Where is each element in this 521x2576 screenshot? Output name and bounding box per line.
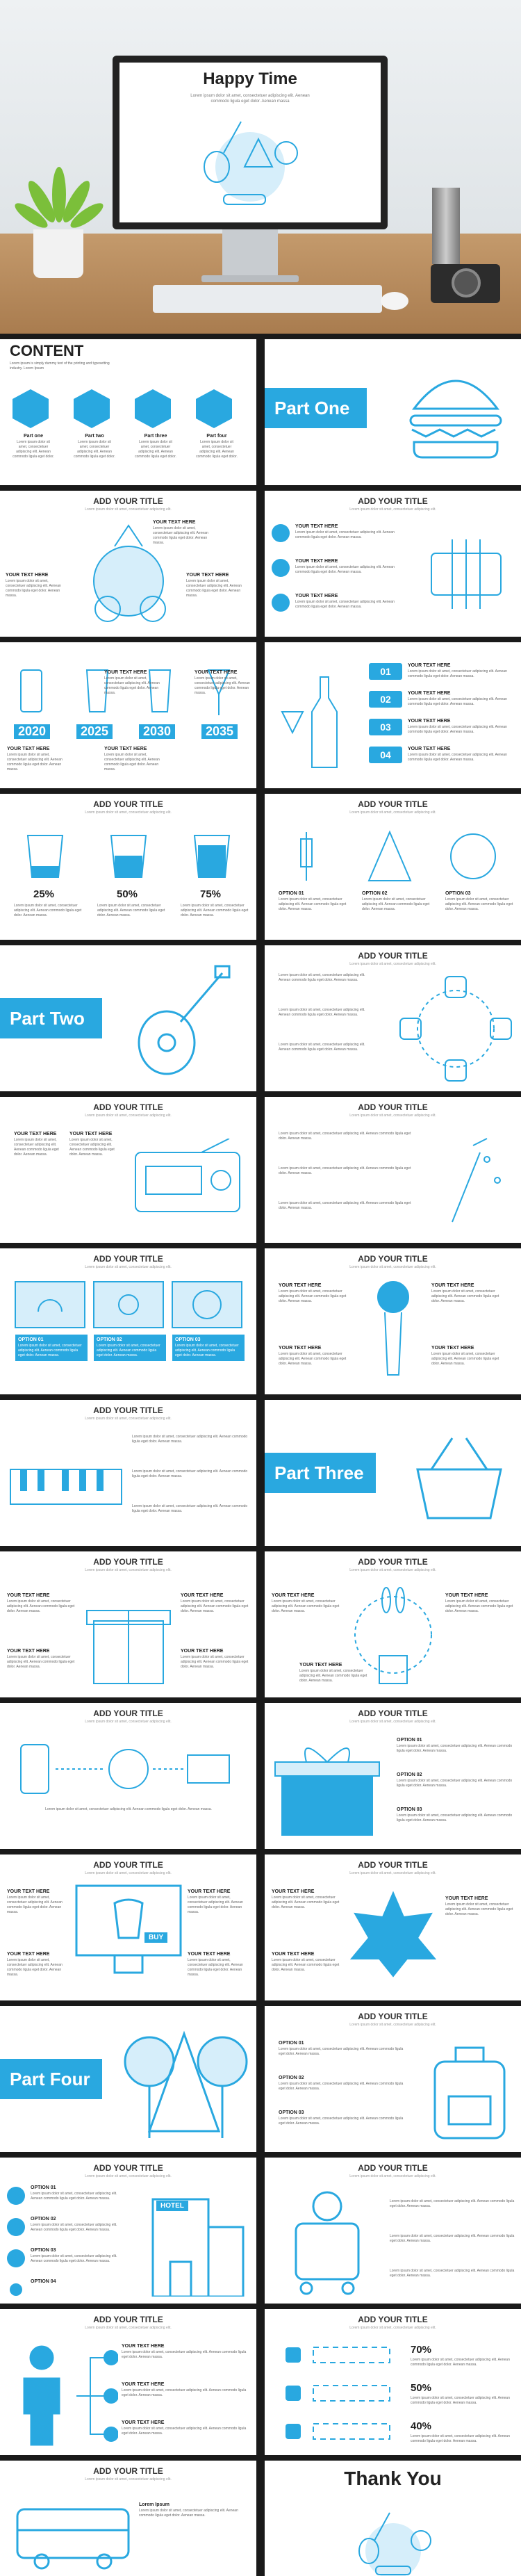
connector-lines	[76, 2344, 118, 2448]
text-block: YOUR TEXT HERE Lorem ipsum dolor sit amet, consectetuer adipiscing elit. Aenean commodo ligula eget dolor. Aenean massa.	[104, 670, 160, 695]
slide-3-right	[265, 642, 521, 788]
option-02: OPTION 02 Lorem ipsum dolor sit amet, consectetuer adipiscing elit. Aenean commodo ligula eget dolor. Aenean massa.	[31, 2217, 117, 2232]
slide-14-left	[0, 2309, 256, 2455]
option-03: OPTION 03 Lorem ipsum dolor sit amet, consectetuer adipiscing elit. Aenean commodo ligula eget dolor. Aenean massa.	[172, 1335, 245, 1361]
backpack-icon	[424, 2034, 515, 2145]
slide-title: ADD YOUR TITLE	[358, 1102, 428, 1112]
thank-you-title: Thank You	[344, 2468, 442, 2489]
slide-subtitle: Lorem ipsum dolor sit amet, consectetuer adipiscing elit.	[85, 2326, 172, 2330]
party-items-icon	[334, 2502, 452, 2576]
gift-box-icon	[272, 1734, 383, 1839]
year-2020: 2020	[14, 724, 50, 739]
text-block: YOUR TEXT HERE Lorem ipsum dolor sit amet, consectetuer adipiscing elit. Aenean commodo ligula eget dolor. Aenean massa.	[122, 2344, 247, 2359]
text-block: YOUR TEXT HERE Lorem ipsum dolor sit amet, consectetuer adipiscing elit. Aenean commodo ligula eget dolor. Aenean massa.	[188, 1952, 243, 1977]
people-pictograms	[279, 2344, 397, 2448]
number-04: 04	[369, 747, 402, 763]
option-02: OPTION 02 Lorem ipsum dolor sit amet, consectetuer adipiscing elit. Aenean commodo ligula eget dolor. Aenean massa.	[94, 1335, 166, 1361]
percent-50: 50%	[117, 888, 138, 900]
year-2035: 2035	[201, 724, 238, 739]
slide-subtitle: Lorem ipsum dolor sit amet, consectetuer adipiscing elit.	[85, 810, 172, 815]
option-02: OPTION 02 Lorem ipsum dolor sit amet, consectetuer adipiscing elit. Aenean commodo ligula eget dolor. Aenean massa.	[397, 1772, 513, 1788]
text-block: YOUR TEXT HERE Lorem ipsum dolor sit amet, consectetuer adipiscing elit. Aenean commodo ligula eget dolor. Aenean massa.	[153, 520, 208, 545]
slide-subtitle: Lorem ipsum dolor sit amet, consectetuer adipiscing elit.	[85, 1568, 172, 1572]
percent-75: 75%	[200, 888, 222, 900]
mouse	[381, 292, 408, 310]
option-02: OPTION 02 Lorem ipsum dolor sit amet, consectetuer adipiscing elit. Aenean commodo ligula eget dolor. Aenean massa.	[362, 891, 430, 911]
icon-circles	[270, 523, 291, 620]
slide-title: ADD YOUR TITLE	[93, 1557, 163, 1567]
slide-subtitle: Lorem ipsum dolor sit amet, consectetuer adipiscing elit.	[349, 1114, 436, 1118]
text-block: Lorem Ipsum Lorem ipsum dolor sit amet, consectetuer adipiscing elit. Aenean commodo ligula eget dolor. Aenean massa.	[139, 2502, 238, 2518]
text-block: YOUR TEXT HERE Lorem ipsum dolor sit amet, consectetuer adipiscing elit. Aenean commodo ligula eget dolor. Aenean massa.	[181, 1649, 249, 1669]
text-block: Lorem ipsum dolor sit amet, consectetuer adipiscing elit. Aenean commodo ligula eget dolor. Aenean massa.	[390, 2269, 515, 2278]
badge-icon	[341, 1889, 445, 1980]
monitor-base	[201, 275, 299, 282]
text-block: YOUR TEXT HERE Lorem ipsum dolor sit amet, consectetuer adipiscing elit. Aenean commodo ligula eget dolor. Aenean massa.	[431, 1283, 499, 1303]
option-01: OPTION 01 Lorem ipsum dolor sit amet, consectetuer adipiscing elit. Aenean commodo ligula eget dolor. Aenean massa.	[279, 2041, 404, 2056]
grill-icon	[424, 532, 508, 616]
slide-10-right	[265, 1703, 521, 1849]
burger-icon	[404, 360, 508, 464]
slide-part-two	[0, 945, 256, 1091]
slide-9-left	[0, 1551, 256, 1697]
slide-6-right	[265, 1097, 521, 1243]
text-block: Lorem ipsum dolor sit amet, consectetuer adipiscing elit. Aenean commodo ligula eget dolor. Aenean massa.	[132, 1469, 248, 1478]
monitor-stand	[222, 229, 278, 278]
text-block: YOUR TEXT HERE Lorem ipsum dolor sit amet, consectetuer adipiscing elit. Aenean commodo ligula eget dolor. Aenean massa.	[7, 1593, 75, 1613]
cart-icon	[279, 2185, 376, 2297]
part-four-item[interactable]: Part four Lorem ipsum dolor sit amet, consectetuer adipiscing elit. Aenean commodo ligula eget dolor.	[196, 434, 238, 459]
slide-title: ADD YOUR TITLE	[93, 1254, 163, 1264]
text-block: YOUR TEXT HERE Lorem ipsum dolor sit amet, consectetuer adipiscing elit. Aenean commodo ligula eget dolor. Aenean massa.	[272, 1889, 340, 1909]
tin	[432, 188, 460, 264]
bottle-icon	[272, 670, 362, 774]
trees-icon	[118, 2020, 250, 2145]
text-block: YOUR TEXT HERE Lorem ipsum dolor sit amet, consectetuer adipiscing elit. Aenean commodo ligula eget dolor. Aenean massa.	[299, 1663, 367, 1683]
slide-11-left	[0, 1854, 256, 2000]
option-02: OPTION 02 Lorem ipsum dolor sit amet, consectetuer adipiscing elit. Aenean commodo ligula eget dolor. Aenean massa.	[279, 2076, 404, 2091]
slide-subtitle: Lorem ipsum dolor sit amet, consectetuer adipiscing elit.	[85, 1114, 172, 1118]
slide-subtitle: Lorem ipsum dolor sit amet, consectetuer adipiscing elit.	[349, 2023, 436, 2027]
text-block: Lorem ipsum dolor sit amet, consectetuer adipiscing elit. Aenean commodo ligula eget dolor. Aenean massa.	[411, 2434, 510, 2443]
text-block: YOUR TEXT HERE Lorem ipsum dolor sit amet, consectetuer adipiscing elit. Aenean commodo ligula eget dolor. Aenean massa.	[445, 1896, 513, 1916]
option-03: OPTION 03 Lorem ipsum dolor sit amet, consectetuer adipiscing elit. Aenean commodo ligula eget dolor. Aenean massa.	[397, 1807, 513, 1823]
text-block: YOUR TEXT HERE Lorem ipsum dolor sit amet, consectetuer adipiscing elit. Aenean commodo ligula eget dolor. Aenean massa.	[431, 1346, 499, 1366]
slide-subtitle: Lorem ipsum dolor sit amet, consectetuer adipiscing elit.	[349, 810, 436, 815]
slide-part-four	[0, 2006, 256, 2152]
slide-subtitle: Lorem ipsum dolor sit amet, consectetuer adipiscing elit.	[349, 1265, 436, 1269]
camera-lens	[452, 268, 481, 297]
text-block: Lorem ipsum dolor sit amet, consectetuer adipiscing elit. Aenean commodo ligula eget dolor. Aenean massa.	[279, 1008, 365, 1017]
slide-title: ADD YOUR TITLE	[358, 1860, 428, 1870]
slide-subtitle: Lorem ipsum dolor sit amet, consectetuer adipiscing elit.	[85, 2174, 172, 2178]
slide-subtitle: Lorem ipsum dolor sit amet, consectetuer adipiscing elit.	[85, 2477, 172, 2481]
radio-icon	[132, 1139, 243, 1215]
text-block: Lorem ipsum dolor sit amet, consectetuer adipiscing elit. Aenean commodo ligula eget dolor. Aenean massa.	[411, 2396, 510, 2405]
text-block: YOUR TEXT HERE Lorem ipsum dolor sit amet, consectetuer adipiscing elit. Aenean commodo ligula eget dolor. Aenean massa.	[279, 1346, 347, 1366]
slide-subtitle: Lorem ipsum dolor sit amet, consectetuer adipiscing elit.	[85, 1720, 172, 1724]
slide-part-three	[265, 1400, 521, 1546]
slide-2-right	[265, 491, 521, 637]
text-block: Lorem ipsum dolor sit amet, consectetuer adipiscing elit. Aenean commodo ligula eget dolor. Aenean massa.	[45, 1807, 212, 1811]
text-block: YOUR TEXT HERE Lorem ipsum dolor sit amet, consectetuer adipiscing elit. Aenean commodo ligula eget dolor. Aenean massa.	[295, 594, 395, 609]
text-block: Lorem ipsum dolor sit amet, consectetuer adipiscing elit. Aenean commodo ligula eget dolor. Aenean massa.	[279, 1043, 365, 1052]
text-block: YOUR TEXT HERE Lorem ipsum dolor sit amet, consectetuer adipiscing elit. Aenean commodo ligula eget dolor. Aenean massa.	[295, 524, 395, 539]
slide-title: ADD YOUR TITLE	[358, 1254, 428, 1264]
glass-icons	[21, 829, 236, 884]
percent-40: 40%	[411, 2420, 432, 2432]
microphone-icon	[365, 1276, 421, 1387]
part-three-item[interactable]: Part three Lorem ipsum dolor sit amet, consectetuer adipiscing elit. Aenean commodo ligula eget dolor.	[135, 434, 176, 459]
slide-title: ADD YOUR TITLE	[358, 799, 428, 809]
text-block: Lorem ipsum dolor sit amet, consectetuer adipiscing elit. Aenean commodo ligula eget dolor. Aenean massa.	[97, 904, 165, 918]
text-block: YOUR TEXT HERE Lorem ipsum dolor sit amet, consectetuer adipiscing elit. Aenean commodo ligula eget dolor. Aenean massa.	[188, 1889, 243, 1914]
part-two-item[interactable]: Part two Lorem ipsum dolor sit amet, consectetuer adipiscing elit. Aenean commodo ligula eget dolor.	[74, 434, 115, 459]
slide-subtitle: Lorem ipsum dolor sit amet, consectetuer adipiscing elit.	[349, 1720, 436, 1724]
bus-icon	[14, 2502, 132, 2572]
text-block: YOUR TEXT HERE Lorem ipsum dolor sit amet, consectetuer adipiscing elit. Aenean commodo ligula eget dolor. Aenean massa.	[295, 559, 395, 574]
text-block: Lorem ipsum dolor sit amet, consectetuer adipiscing elit. Aenean commodo ligula eget dolor. Aenean massa.	[411, 2358, 510, 2367]
text-block: YOUR TEXT HERE Lorem ipsum dolor sit amet, consectetuer adipiscing elit. Aenean commodo ligula eget dolor. Aenean massa.	[14, 1132, 59, 1157]
slide-12-right	[265, 2006, 521, 2152]
text-block: YOUR TEXT HERE Lorem ipsum dolor sit amet, consectetuer adipiscing elit. Aenean commodo ligula eget dolor. Aenean massa.	[7, 747, 63, 772]
text-block: Lorem ipsum dolor sit amet, consectetuer adipiscing elit. Aenean commodo ligula eget dolor. Aenean massa.	[279, 1132, 411, 1141]
slide-title: ADD YOUR TITLE	[93, 2163, 163, 2173]
slide-title: ADD YOUR TITLE	[93, 1709, 163, 1718]
slide-title: ADD YOUR TITLE	[358, 2315, 428, 2324]
slide-title: ADD YOUR TITLE	[358, 2163, 428, 2173]
slide-subtitle: Lorem ipsum dolor sit amet, consectetuer adipiscing elit.	[85, 1417, 172, 1421]
slide-2-left	[0, 491, 256, 637]
hotel-sign: HOTEL	[156, 2201, 188, 2211]
year-2025: 2025	[76, 724, 113, 739]
slide-title: ADD YOUR TITLE	[358, 1709, 428, 1718]
slide-title: ADD YOUR TITLE	[93, 2315, 163, 2324]
part-two-band: Part Two	[0, 998, 102, 1038]
option-01: OPTION 01 Lorem ipsum dolor sit amet, consectetuer adipiscing elit. Aenean commodo ligula eget dolor. Aenean massa.	[31, 2185, 117, 2201]
gift-icon	[83, 1586, 174, 1690]
slide-subtitle: Lorem ipsum dolor sit amet, consectetuer adipiscing elit.	[349, 2326, 436, 2330]
text-block: YOUR TEXT HERE Lorem ipsum dolor sit amet, consectetuer adipiscing elit. Aenean commodo ligula eget dolor. Aenean massa.	[7, 1649, 75, 1669]
percent-70: 70%	[411, 2344, 432, 2356]
text-block: YOUR TEXT HERE Lorem ipsum dolor sit amet, consectetuer adipiscing elit. Aenean commodo ligula eget dolor. Aenean massa.	[186, 573, 242, 598]
slide-title: ADD YOUR TITLE	[93, 1405, 163, 1415]
percent-50b: 50%	[411, 2382, 432, 2394]
slide-11-right	[265, 1854, 521, 2000]
text-block: Lorem ipsum dolor sit amet, consectetuer adipiscing elit. Aenean commodo ligula eget dolor. Aenean massa.	[181, 904, 249, 918]
slide-14-right	[265, 2309, 521, 2455]
text-block: YOUR TEXT HERE Lorem ipsum dolor sit amet, consectetuer adipiscing elit. Aenean commodo ligula eget dolor. Aenean massa.	[181, 1593, 249, 1613]
slide-thank-you	[265, 2461, 521, 2576]
delivery-icons	[14, 1738, 243, 1800]
piano-icon	[7, 1449, 125, 1511]
slide-subtitle: Lorem ipsum dolor sit amet, consectetuer adipiscing elit.	[349, 2174, 436, 2178]
number-02: 02	[369, 691, 402, 708]
text-block: YOUR TEXT HERE Lorem ipsum dolor sit amet, consectetuer adipiscing elit. Aenean commodo ligula eget dolor. Aenean massa.	[408, 747, 507, 762]
slide-13-right	[265, 2158, 521, 2304]
slide-title: ADD YOUR TITLE	[358, 496, 428, 506]
icon-circles	[6, 2185, 26, 2297]
percent-25: 25%	[33, 888, 55, 900]
text-block: YOUR TEXT HERE Lorem ipsum dolor sit amet, consectetuer adipiscing elit. Aenean commodo ligula eget dolor. Aenean massa.	[104, 747, 160, 772]
music-device-icons	[397, 973, 515, 1084]
slide-9-right	[265, 1551, 521, 1697]
text-block: Lorem ipsum dolor sit amet, consectetuer adipiscing elit. Aenean commodo ligula eget dolor. Aenean massa.	[390, 2234, 515, 2243]
monitor-icon	[73, 1882, 184, 1980]
slide-title: ADD YOUR TITLE	[93, 1102, 163, 1112]
text-block: YOUR TEXT HERE Lorem ipsum dolor sit amet, consectetuer adipiscing elit. Aenean commodo ligula eget dolor. Aenean massa.	[272, 1952, 340, 1972]
part-one-band: Part One	[265, 388, 367, 428]
option-03: OPTION 03 Lorem ipsum dolor sit amet, consectetuer adipiscing elit. Aenean commodo ligula eget dolor. Aenean massa.	[445, 891, 513, 911]
text-block: YOUR TEXT HERE Lorem ipsum dolor sit amet, consectetuer adipiscing elit. Aenean commodo ligula eget dolor. Aenean massa.	[69, 1132, 115, 1157]
slide-subtitle: Lorem ipsum dolor sit amet, consectetuer adipiscing elit.	[349, 1871, 436, 1875]
slide-subtitle: Lorem ipsum dolor sit amet, consectetuer adipiscing elit.	[349, 962, 436, 966]
year-2030: 2030	[139, 724, 175, 739]
option-03: OPTION 03 Lorem ipsum dolor sit amet, consectetuer adipiscing elit. Aenean commodo ligula eget dolor. Aenean massa.	[279, 2110, 404, 2126]
slide-content	[0, 339, 256, 485]
food-icons	[286, 829, 501, 884]
number-01: 01	[369, 663, 402, 680]
text-block: YOUR TEXT HERE Lorem ipsum dolor sit amet, consectetuer adipiscing elit. Aenean commodo ligula eget dolor. Aenean massa.	[7, 1889, 63, 1914]
keyboard	[153, 285, 382, 313]
option-01: OPTION 01 Lorem ipsum dolor sit amet, consectetuer adipiscing elit. Aenean commodo ligula eget dolor. Aenean massa.	[397, 1738, 513, 1753]
part-three-band: Part Three	[265, 1453, 376, 1493]
text-block: YOUR TEXT HERE Lorem ipsum dolor sit amet, consectetuer adipiscing elit. Aenean commodo ligula eget dolor. Aenean massa.	[122, 2382, 247, 2397]
slide-5-right	[265, 945, 521, 1091]
audio-icons	[14, 1280, 243, 1329]
slide-7-left	[0, 1248, 256, 1394]
hexagon-icons	[10, 388, 246, 430]
text-block: YOUR TEXT HERE Lorem ipsum dolor sit amet, consectetuer adipiscing elit. Aenean commodo ligula eget dolor. Aenean massa.	[279, 1283, 347, 1303]
text-block: Lorem ipsum dolor sit amet, consectetuer adipiscing elit. Aenean commodo ligula eget dolor. Aenean massa.	[279, 973, 365, 982]
hero-subtitle: Lorem ipsum dolor sit amet, consectetuer adipiscing elit. Aenean commodo ligula eget dolor. Aenean massa	[190, 94, 310, 104]
text-block: YOUR TEXT HERE Lorem ipsum dolor sit amet, consectetuer adipiscing elit. Aenean commodo ligula eget dolor. Aenean massa.	[195, 670, 250, 695]
slide-3-left	[0, 642, 256, 788]
content-title: CONTENT	[10, 342, 84, 359]
slide-10-left	[0, 1703, 256, 1849]
basket-icon	[404, 1428, 515, 1525]
text-block: YOUR TEXT HERE Lorem ipsum dolor sit amet, consectetuer adipiscing elit. Aenean commodo ligula eget dolor. Aenean massa.	[122, 2420, 247, 2436]
option-01: OPTION 01 Lorem ipsum dolor sit amet, consectetuer adipiscing elit. Aenean commodo ligula eget dolor. Aenean massa.	[279, 891, 347, 911]
slide-title: ADD YOUR TITLE	[93, 2466, 163, 2476]
text-block: YOUR TEXT HERE Lorem ipsum dolor sit amet, consectetuer adipiscing elit. Aenean commodo ligula eget dolor. Aenean massa.	[408, 691, 507, 706]
text-block: YOUR TEXT HERE Lorem ipsum dolor sit amet, consectetuer adipiscing elit. Aenean commodo ligula eget dolor. Aenean massa.	[408, 663, 507, 678]
slide-6-left	[0, 1097, 256, 1243]
part-one-item[interactable]: Part one Lorem ipsum dolor sit amet, consectetuer adipiscing elit. Aenean commodo ligula eget dolor.	[13, 434, 54, 459]
text-block: YOUR TEXT HERE Lorem ipsum dolor sit amet, consectetuer adipiscing elit. Aenean commodo ligula eget dolor. Aenean massa.	[445, 1593, 513, 1613]
text-block: YOUR TEXT HERE Lorem ipsum dolor sit amet, consectetuer adipiscing elit. Aenean commodo ligula eget dolor. Aenean massa.	[7, 1952, 63, 1977]
slide-8-left	[0, 1400, 256, 1546]
slide-subtitle: Lorem ipsum dolor sit amet, consectetuer adipiscing elit.	[85, 507, 172, 512]
guitar-icon	[118, 959, 243, 1084]
hero-title: Happy Time	[203, 70, 297, 88]
slide-7-right	[265, 1248, 521, 1394]
content-subtitle: Lorem ipsum is simply dummy text of the printing and typesetting industry. Lorem Ipsum	[10, 361, 110, 370]
pot	[33, 229, 83, 278]
text-block: YOUR TEXT HERE Lorem ipsum dolor sit amet, consectetuer adipiscing elit. Aenean commodo ligula eget dolor. Aenean massa.	[272, 1593, 340, 1613]
slide-15-left	[0, 2461, 256, 2576]
option-04: OPTION 04	[31, 2279, 56, 2284]
part-four-band: Part Four	[0, 2059, 102, 2099]
slide-title: ADD YOUR TITLE	[93, 496, 163, 506]
slide-subtitle: Lorem ipsum dolor sit amet, consectetuer adipiscing elit.	[85, 1265, 172, 1269]
text-block: YOUR TEXT HERE Lorem ipsum dolor sit amet, consectetuer adipiscing elit. Aenean commodo ligula eget dolor. Aenean massa.	[6, 573, 61, 598]
number-03: 03	[369, 719, 402, 735]
text-block: Lorem ipsum dolor sit amet, consectetuer adipiscing elit. Aenean commodo ligula eget dolor. Aenean massa.	[279, 1201, 411, 1210]
text-block: Lorem ipsum dolor sit amet, consectetuer adipiscing elit. Aenean commodo ligula eget dolor. Aenean massa.	[279, 1166, 411, 1175]
option-01: OPTION 01 Lorem ipsum dolor sit amet, consectetuer adipiscing elit. Aenean commodo ligula eget dolor. Aenean massa.	[15, 1335, 88, 1361]
text-block: Lorem ipsum dolor sit amet, consectetuer adipiscing elit. Aenean commodo ligula eget dolor. Aenean massa.	[390, 2199, 515, 2208]
text-block: Lorem ipsum dolor sit amet, consectetuer adipiscing elit. Aenean commodo ligula eget dolor. Aenean massa.	[132, 1504, 248, 1513]
slide-4-left	[0, 794, 256, 940]
slide-subtitle: Lorem ipsum dolor sit amet, consectetuer adipiscing elit.	[349, 1568, 436, 1572]
person-icon	[14, 2344, 69, 2448]
slide-subtitle: Lorem ipsum dolor sit amet, consectetuer adipiscing elit.	[349, 507, 436, 512]
slide-title: ADD YOUR TITLE	[358, 1557, 428, 1567]
text-block: YOUR TEXT HERE Lorem ipsum dolor sit amet, consectetuer adipiscing elit. Aenean commodo ligula eget dolor. Aenean massa.	[408, 719, 507, 734]
slide-part-one	[265, 339, 521, 485]
slide-title: ADD YOUR TITLE	[93, 1860, 163, 1870]
slide-title: ADD YOUR TITLE	[93, 799, 163, 809]
option-03: OPTION 03 Lorem ipsum dolor sit amet, consectetuer adipiscing elit. Aenean commodo ligula eget dolor. Aenean massa.	[31, 2248, 117, 2263]
buy-button[interactable]: BUY	[144, 1932, 167, 1943]
party-icon	[438, 1125, 508, 1229]
text-block: Lorem ipsum dolor sit amet, consectetuer adipiscing elit. Aenean commodo ligula eget dolor. Aenean massa.	[132, 1435, 248, 1444]
slide-title: ADD YOUR TITLE	[358, 951, 428, 961]
slide-subtitle: Lorem ipsum dolor sit amet, consectetuer adipiscing elit.	[85, 1871, 172, 1875]
slide-13-left	[0, 2158, 256, 2304]
slide-title: ADD YOUR TITLE	[358, 2012, 428, 2021]
hotel-icon	[139, 2185, 250, 2297]
slide-4-right	[265, 794, 521, 940]
text-block: Lorem ipsum dolor sit amet, consectetuer adipiscing elit. Aenean commodo ligula eget dolor. Aenean massa.	[14, 904, 82, 918]
